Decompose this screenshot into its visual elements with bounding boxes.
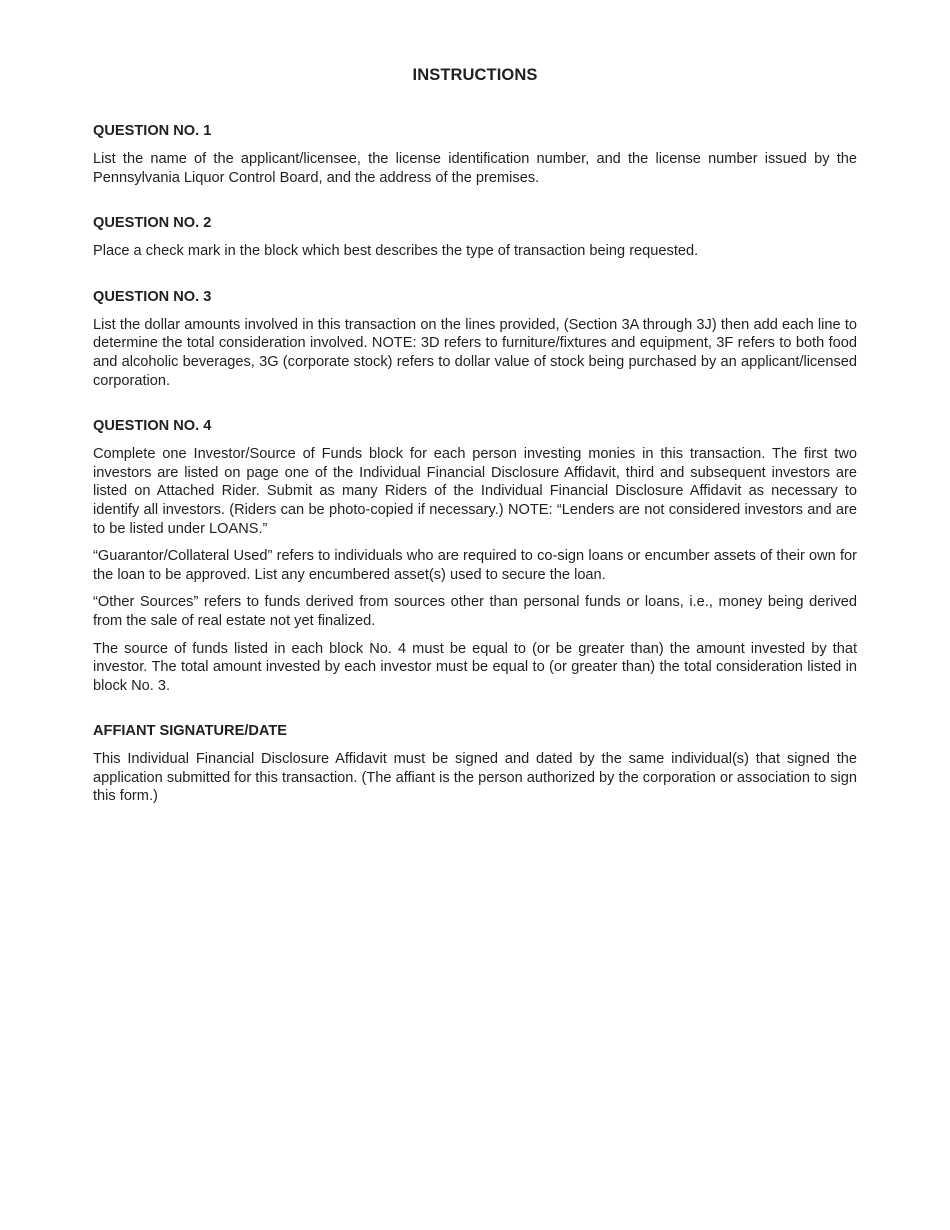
section-paragraph: Place a check mark in the block which best describes the type of transaction being requested. — [93, 243, 699, 260]
section-paragraph: List the dollar amounts involved in this transaction on the lines provided, (Section 3A through 3J) then add each line to determine the total consideration involved. NOTE: 3D refers to furniture/fixtures and equipment, 3F refers to both food and alcoholic beverages, 3G (corporate stock) refers to dollar value of stock being purchased by an applicant/licensed corporation. — [93, 316, 857, 389]
section-question-4 — [93, 418, 857, 695]
section-paragraph: The source of funds listed in each block No. 4 must be equal to (or be greater than) the amount invested by that investor. The total amount invested by each investor must be equal to (or greater than) the total consideration listed in block No. 3. — [93, 640, 857, 694]
section-heading: QUESTION NO. 2 — [93, 215, 212, 232]
section-question-3 — [93, 289, 857, 390]
section-paragraph: List the name of the applicant/licensee, the license identification number, and the license number issued by the Pennsylvania Liquor Control Board, and the address of the premises. — [93, 151, 857, 186]
section-paragraph: Complete one Investor/Source of Funds block for each person investing monies in this transaction. The first two investors are listed on page one of the Individual Financial Disclosure Affidavit, third and subsequent investors are listed on Attached Rider. Submit as many Riders of the Individual Financial Disclosure Affidavit as necessary to identify all investors. (Riders can be photo-copied if necessary.) NOTE: “Lenders are not considered investors and are to be listed under LOANS.” — [93, 446, 857, 537]
section-paragraph: “Other Sources” refers to funds derived from sources other than personal funds or loans, i.e., money being derived from the sale of real estate not yet finalized. — [93, 594, 857, 629]
section-affiant-signature — [93, 723, 857, 806]
section-question-2 — [93, 215, 857, 261]
section-heading: AFFIANT SIGNATURE/DATE — [93, 723, 288, 740]
section-heading: QUESTION NO. 1 — [93, 123, 212, 139]
section-question-1 — [93, 123, 857, 187]
page-title: INSTRUCTIONS — [412, 66, 538, 84]
section-paragraph: This Individual Financial Disclosure Affidavit must be signed and dated by the same individual(s) that signed the application submitted for this transaction. (The affiant is the person authorized by the corporation or association to sign this form.) — [93, 751, 857, 805]
section-paragraph: “Guarantor/Collateral Used” refers to individuals who are required to co-sign loans or encumber assets of their own for the loan to be approved. List any encumbered asset(s) used to secure the loan. — [93, 548, 857, 583]
section-heading: QUESTION NO. 3 — [93, 288, 212, 305]
section-heading: QUESTION NO. 4 — [93, 418, 212, 435]
